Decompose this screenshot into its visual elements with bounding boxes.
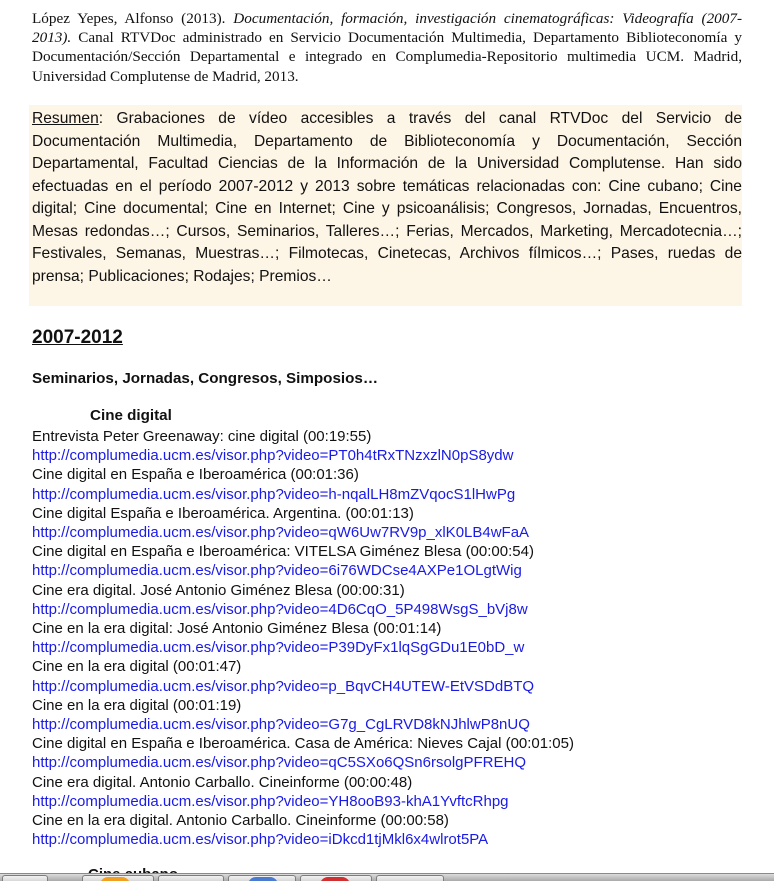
- video-title: Cine digital en España e Iberoamérica. Casa de América: Nieves Cajal (00:01:05): [32, 735, 574, 753]
- abstract-text: : Grabaciones de vídeo accesibles a través del canal RTVDoc del Servicio de Documentación Multimedia, Departamento de Biblioteconomía y Documentación, Sección Departamental, Facultad Ciencias de la Información de la Universidad Complutense. Han sido efectuadas en el período 2007-2012 y 2013 sobre temáticas relacionadas con: Cine cubano; Cine digital; Cine documental; Cine en Internet; Cine y psicoanálisis; Congresos, Jornadas, Encuentros, Mesas redondas…; Cursos, Seminarios, Talleres…; Ferias, Mercados, Marketing, Mercadotecnia…; Festivales, Semanas, Muestras…; Filmotecas, Cinetecas, Archivos fílmicos…; Pases, ruedas de prensa; Publicaciones; Rodajes; Premios…: [32, 110, 742, 285]
- video-title: Entrevista Peter Greenaway: cine digital (00:19:55): [32, 428, 372, 445]
- citation-details: Canal RTVDoc administrado en Servicio Documentación Multimedia, Departamento Biblioteconomía y Documentación/Sección Departamental e integrado en Complumedia-Repositorio multimedia UCM. Madrid, Universidad Complutense de Madrid, 2013.: [32, 29, 742, 85]
- video-title: Cine digital España e Iberoamérica. Argentina. (00:01:13): [32, 504, 414, 522]
- video-link[interactable]: http://complumedia.ucm.es/visor.php?video=G7g_CgLRVD8kNJhlwP8nUQ: [32, 716, 530, 734]
- video-link[interactable]: http://complumedia.ucm.es/visor.php?video=P39DyFx1lqSgGDu1E0bD_w: [32, 639, 525, 657]
- video-title: Cine en la era digital (00:01:47): [32, 658, 242, 676]
- video-link[interactable]: http://complumedia.ucm.es/visor.php?video=PT0h4tRxTNzxzlN0pS8ydw: [32, 447, 514, 465]
- media-icon[interactable]: [320, 877, 350, 881]
- video-link[interactable]: http://complumedia.ucm.es/visor.php?video=4D6CqO_5P498WsgS_bVj8w: [32, 600, 528, 618]
- subsection-heading: Cine digital: [90, 407, 172, 424]
- video-link[interactable]: http://complumedia.ucm.es/visor.php?video=iDkcd1tjMkl6x4wlrot5PA: [32, 831, 489, 849]
- video-link[interactable]: http://complumedia.ucm.es/visor.php?video=qC5SXo6QSn6rsolgPFREHQ: [32, 754, 526, 772]
- taskbar-button[interactable]: [2, 875, 48, 881]
- video-link[interactable]: http://complumedia.ucm.es/visor.php?video=h-nqalLH8mZVqocS1lHwPg: [32, 485, 516, 503]
- video-title: Cine en la era digital. Antonio Carballo. Cineinforme (00:00:58): [32, 812, 449, 830]
- taskbar-button[interactable]: [158, 875, 224, 881]
- video-title: Cine en la era digital: José Antonio Giménez Blesa (00:01:14): [32, 620, 442, 638]
- app-icon[interactable]: [248, 877, 278, 881]
- video-list: [32, 427, 752, 849]
- video-link[interactable]: http://complumedia.ucm.es/visor.php?video=YH8ooB93-khA1YvftcRhpg: [32, 792, 509, 810]
- taskbar-button[interactable]: [376, 875, 444, 881]
- browser-icon[interactable]: [100, 877, 130, 881]
- year-heading: 2007-2012: [32, 327, 123, 348]
- video-link[interactable]: http://complumedia.ucm.es/visor.php?video=qW6Uw7RV9p_xlK0LB4wFaA: [32, 524, 530, 542]
- abstract-label: Resumen: [32, 110, 99, 127]
- citation-author-year: López Yepes, Alfonso (2013).: [32, 10, 234, 27]
- abstract-box: [29, 105, 742, 306]
- video-title: Cine en la era digital (00:01:19): [32, 696, 242, 714]
- citation-title: Documentación, formación, investigación cinematográficas: Videografía (2007-2013).: [32, 10, 742, 47]
- video-title: Cine digital en España e Iberoamérica: VITELSA Giménez Blesa (00:00:54): [32, 543, 534, 561]
- video-link[interactable]: http://complumedia.ucm.es/visor.php?video=6i76WDCse4AXPe1OLgtWig: [32, 562, 522, 580]
- video-link[interactable]: http://complumedia.ucm.es/visor.php?video=p_BqvCH4UTEW-EtVSDdBTQ: [32, 677, 535, 695]
- video-title: Cine digital en España e Iberoamérica (00:01:36): [32, 466, 359, 484]
- video-title: Cine era digital. Antonio Carballo. Cineinforme (00:00:48): [32, 773, 413, 791]
- video-title: Cine era digital. José Antonio Giménez Blesa (00:00:31): [32, 581, 405, 599]
- section-heading: Seminarios, Jornadas, Congresos, Simposios…: [32, 370, 379, 387]
- citation: [32, 9, 742, 86]
